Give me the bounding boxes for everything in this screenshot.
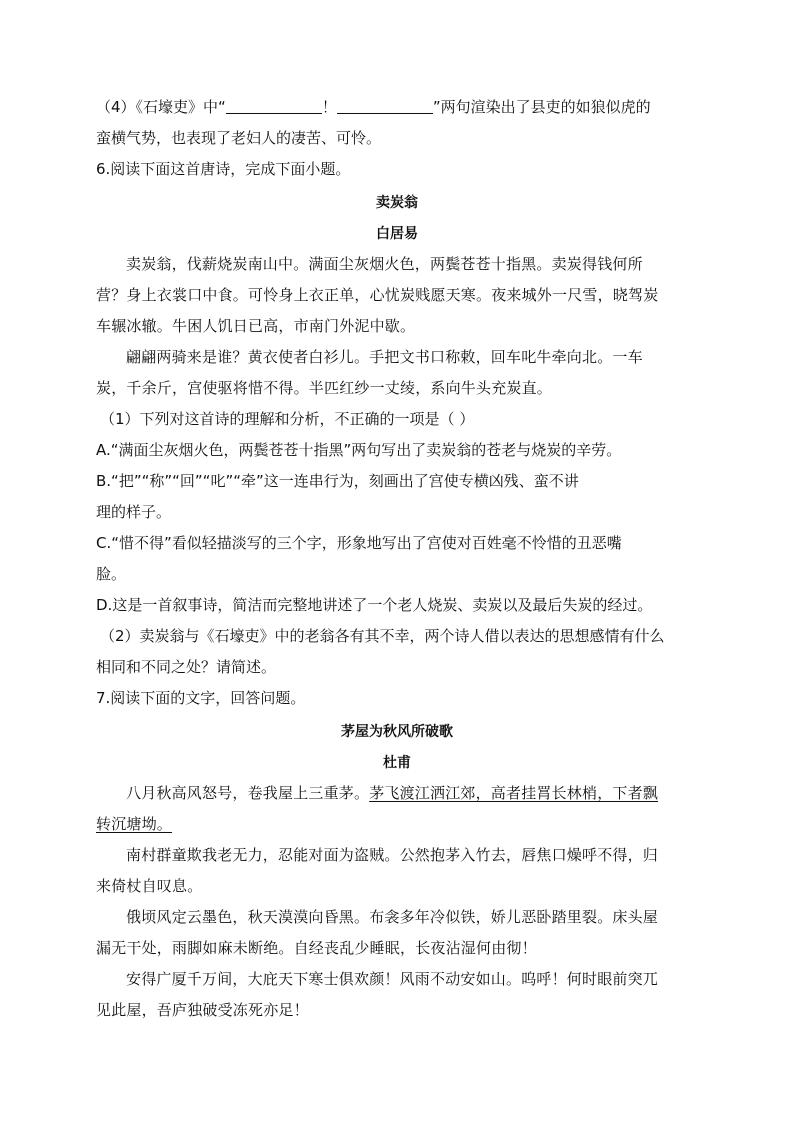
option-d: D.这是一首叙事诗，简洁而完整地讲述了一个老人烧炭、卖炭以及最后失炭的经过。 <box>96 596 653 614</box>
option-c-cont: 脸。 <box>96 565 127 583</box>
underlined-text: 转沉塘坳。 <box>96 815 173 833</box>
q6-intro: 6.阅读下面这首唐诗，完成下面小题。 <box>96 160 351 178</box>
option-a: A.“满面尘灰烟火色，两鬓苍苍十指黑”两句写出了卖炭翁的苍老与烧炭的辛劳。 <box>96 441 622 459</box>
poem2-line <box>96 814 172 834</box>
q6-sub1: （1）下列对这首诗的理解和分析，不正确的一项是（ ） <box>100 410 475 428</box>
poem2-line: 南村群童欺我老无力，忍能对面为盗贼。公然抱茅入竹去，唇焦口燥呼不得，归 <box>126 846 659 864</box>
poem-title: 卖炭翁 <box>376 195 418 211</box>
q6-sub2: （2）卖炭翁与《石壕吏》中的老翁各有其不幸，两个诗人借以表达的思想感情有什么 <box>100 627 665 645</box>
option-c: C.“惜不得”看似轻描淡写的三个字，形象地写出了宫使对百姓毫不怜惜的丑恶嘴 <box>96 534 622 552</box>
q4-line1: （4）《石壕吏》中“ ！ ”两句渲染出了县吏的如狼似虎的 <box>96 98 651 116</box>
poem-line: 车辗冰辙。牛困人饥日已高，市南门外泥中歇。 <box>96 317 416 335</box>
option-b-cont: 理的样子。 <box>96 503 172 521</box>
poem-line: 营？身上衣裳口中食。可怜身上衣正单，心忧炭贱愿天寒。夜来城外一尺雪，晓驾炭 <box>96 286 659 304</box>
poem-line: 卖炭翁，伐薪烧炭南山中。满面尘灰烟火色，两鬓苍苍十指黑。卖炭得钱何所 <box>126 255 643 273</box>
q7-intro: 7.阅读下面的文字，回答问题。 <box>96 689 306 707</box>
option-b: B.“把”“称”“回”“叱”“牵”这一连串行为，刻画出了宫使专横凶残、蛮不讲 <box>96 472 579 490</box>
q4-line2: 蛮横气势，也表现了老妇人的凄苦、可怜。 <box>96 129 382 147</box>
poem2-line: 见此屋，吾庐独破受冻死亦足！ <box>96 1001 309 1019</box>
underlined-text: 茅飞渡江洒江郊，高者挂罥长林梢，下者飘 <box>369 784 659 802</box>
poem2-line: 漏无干处，雨脚如麻未断绝。自经丧乱少睡眠，长夜沾湿何由彻！ <box>96 939 537 957</box>
answer-blank-2[interactable] <box>337 99 433 114</box>
poem2-line: 来倚杖自叹息。 <box>96 877 203 895</box>
poem2-line: 俄顷风定云墨色，秋天漠漠向昏黑。布衾多年冷似铁，娇儿恶卧踏里裂。床头屋 <box>126 908 659 926</box>
poem-line: 炭，千余斤，宫使驱将惜不得。半匹红纱一丈绫，系向牛头充炭直。 <box>96 379 553 397</box>
q6-sub2-cont: 相同和不同之处？请简述。 <box>96 658 277 676</box>
poem2-author: 杜甫 <box>383 755 411 771</box>
poem2-line: 安得广厦千万间，大庇天下寒士俱欢颜！风雨不动安如山。呜呼！何时眼前突兀 <box>126 970 659 988</box>
answer-blank-1[interactable] <box>226 99 322 114</box>
poem2-line: 八月秋高风怒号，卷我屋上三重茅。茅飞渡江洒江郊，高者挂罥长林梢，下者飘 <box>126 784 659 802</box>
poem-author: 白居易 <box>376 226 418 242</box>
poem-line: 翩翩两骑来是谁？黄衣使者白衫儿。手把文书口称敕，回车叱牛牵向北。一车 <box>126 348 643 366</box>
poem2-title: 茅屋为秋风所破歌 <box>341 724 453 740</box>
